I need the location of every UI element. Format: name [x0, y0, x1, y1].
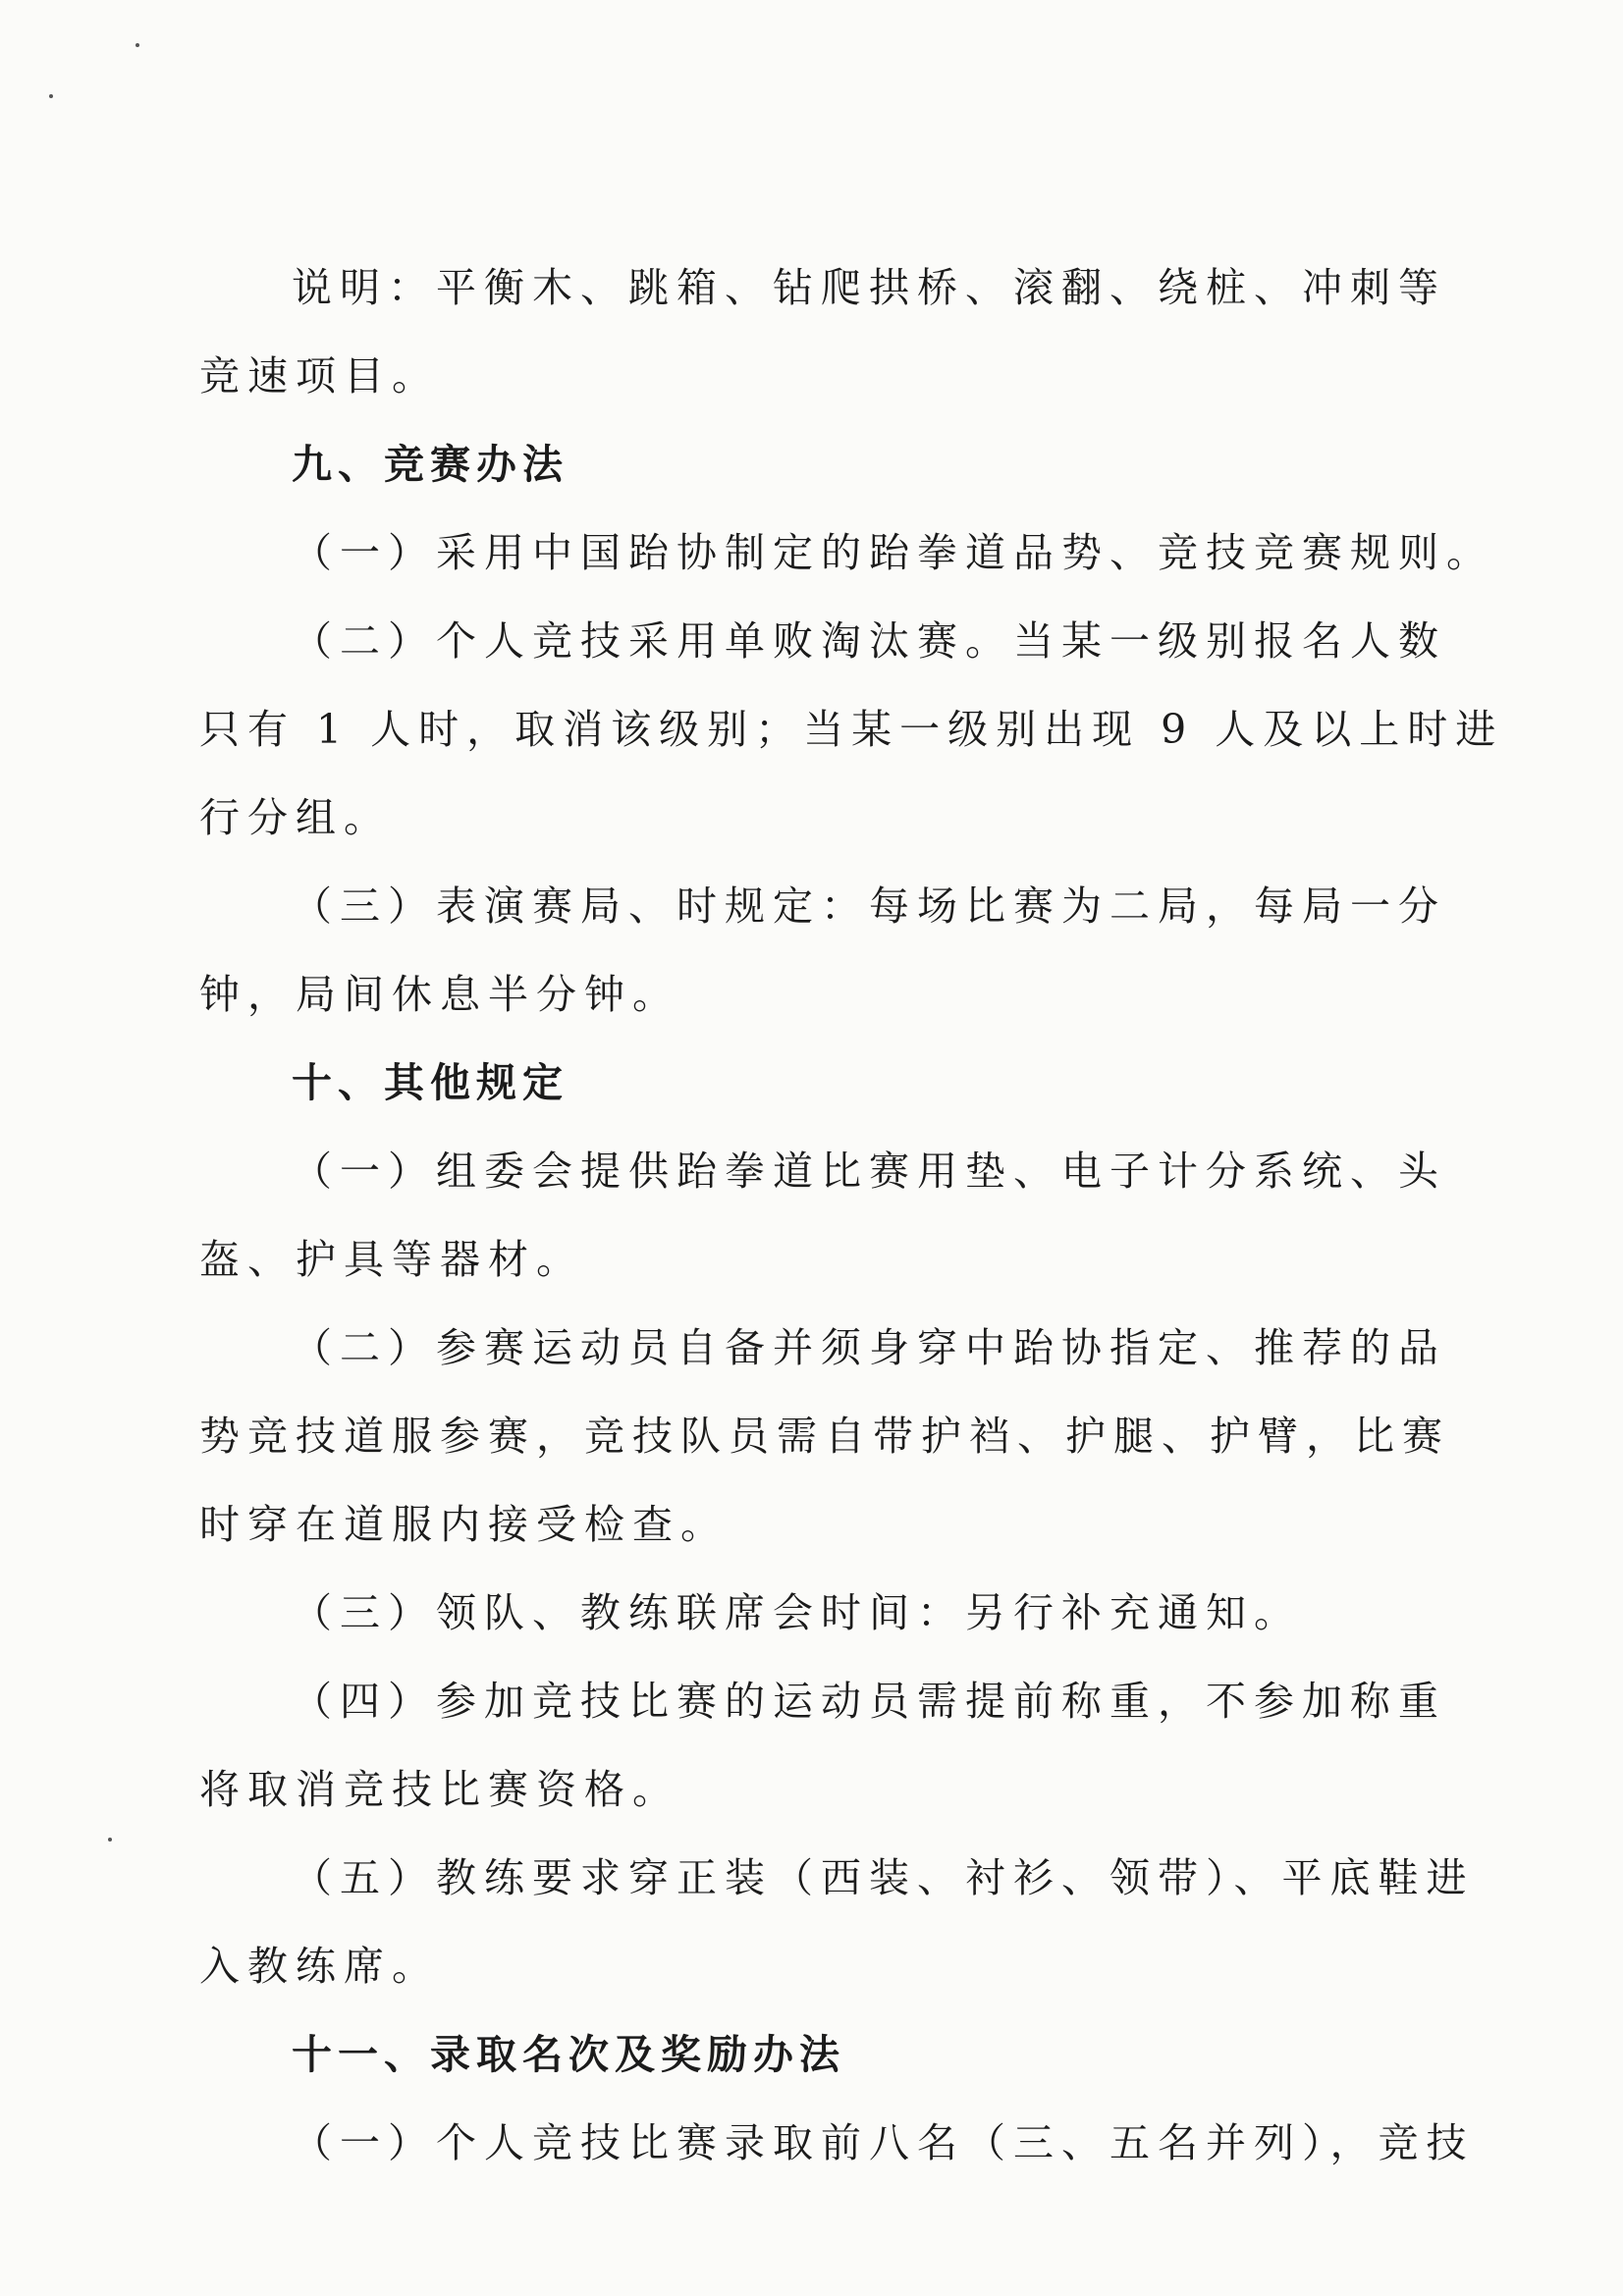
text-line: 势竞技道服参赛，竞技队员需自带护裆、护腿、护臂，比赛	[199, 1413, 1450, 1460]
text-line: （四）参加竞技比赛的运动员需提前称重，不参加称重	[292, 1678, 1446, 1725]
section-heading: 十、其他规定	[292, 1059, 568, 1106]
text-line: 入教练席。	[199, 1943, 440, 1990]
text-line: （二）参赛运动员自备并须身穿中跆协指定、推荐的品	[292, 1324, 1446, 1371]
scan-speck	[108, 1838, 112, 1842]
section-heading: 九、竞赛办法	[292, 441, 568, 488]
text-line: 将取消竞技比赛资格。	[199, 1766, 680, 1813]
text-line: 行分组。	[199, 794, 392, 841]
text-line: （二）个人竞技采用单败淘汰赛。当某一级别报名人数	[292, 617, 1446, 665]
text-line: （一）采用中国跆协制定的跆拳道品势、竞技竞赛规则。	[292, 529, 1494, 576]
document-body	[199, 243, 1504, 2187]
text-line: 说明：平衡木、跳箱、钻爬拱桥、滚翻、绕桩、冲刺等	[292, 264, 1446, 311]
text-line: 盔、护具等器材。	[199, 1236, 584, 1283]
text-line: （一）个人竞技比赛录取前八名（三、五名并列），竞技	[292, 2119, 1475, 2166]
text-line: 钟，局间休息半分钟。	[199, 971, 680, 1018]
text-line: （三）表演赛局、时规定：每场比赛为二局，每局一分	[292, 882, 1446, 930]
section-heading: 十一、录取名次及奖励办法	[292, 2031, 845, 2078]
text-line: 时穿在道服内接受检查。	[199, 1501, 729, 1548]
scan-speck	[49, 94, 53, 98]
text-line: （一）组委会提供跆拳道比赛用垫、电子计分系统、头	[292, 1148, 1446, 1195]
scan-speck	[135, 43, 139, 47]
text-line: （三）领队、教练联席会时间：另行补充通知。	[292, 1589, 1302, 1636]
text-line: （五）教练要求穿正装（西装、衬衫、领带）、平底鞋进	[292, 1854, 1475, 1901]
text-line: 只有 1 人时，取消该级别；当某一级别出现 9 人及以上时进	[199, 706, 1504, 753]
text-line: 竞速项目。	[199, 352, 440, 400]
